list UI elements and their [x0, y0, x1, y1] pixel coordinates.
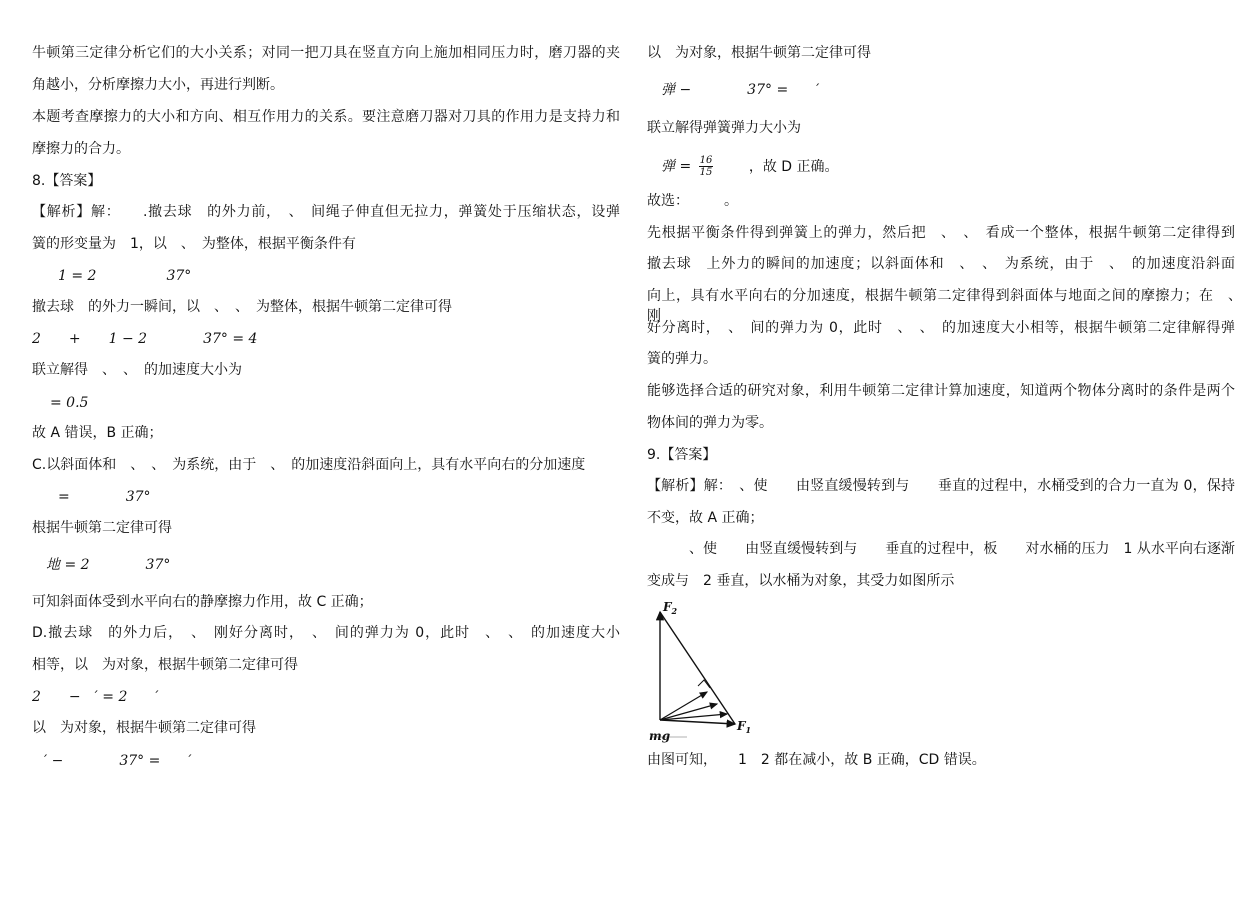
force-arrow-f1 [660, 720, 735, 724]
text-line: 由图可知， 1 2 都在减小，故 B 正确，CD 错误。 [647, 752, 986, 768]
text-line: 撤去球 上外力的瞬间的加速度；以斜面体和 、 、 为系统，由于 、 的加速度沿斜面 [647, 256, 1235, 272]
text-line: 联立解得 、 、 的加速度大小为 [32, 362, 242, 378]
force-diagram [647, 600, 757, 745]
text-line: 以 为对象，根据牛顿第二定律可得 [647, 45, 871, 61]
text-line: 本题考查摩擦力的大小和方向、相互作用力的关系。要注意磨刀器对刀具的作用力是支持力和 [32, 109, 620, 125]
text-line: 能够选择合适的研究对象，利用牛顿第二定律计算加速度，知道两个物体分离时的条件是两个 [647, 383, 1235, 399]
text-line: 变成与 2 垂直，以水桶为对象，其受力如图所示 [647, 573, 955, 589]
equation: 地 = 2 37° [46, 557, 171, 573]
answer-heading-9: 9.【答案】 [647, 447, 717, 463]
answer-heading-8: 8.【答案】 [32, 173, 102, 189]
label-mg: mg [649, 729, 671, 743]
equation: ′ − 37° = ′ [44, 753, 192, 769]
text-line: 相等，以 为对象，根据牛顿第二定律可得 [32, 657, 298, 673]
text-line: 、使 由竖直缓慢转到与 垂直的过程中，板 对水桶的压力 1 从水平向右逐渐 [647, 541, 1235, 557]
text-line: 簧的弹力。 [647, 351, 717, 367]
resultant-hypotenuse [660, 612, 735, 724]
equation: 弹 − 37° = ′ [661, 82, 820, 98]
text-line: 角越小，分析摩擦力大小，再进行判断。 [32, 77, 284, 93]
equation: 2 + 1 − 2 37° = 4 [32, 331, 258, 347]
label-f1: $F_1$ [737, 719, 752, 735]
force-arrow-intermediate [660, 692, 707, 720]
text-line: 联立解得弹簧弹力大小为 [647, 120, 801, 136]
equation-spring-force [661, 155, 839, 181]
text-line: 故 A 错误，B 正确； [32, 425, 163, 441]
text-line: 根据牛顿第二定律可得 [32, 520, 172, 536]
equation: 1 = 2 37° [58, 268, 192, 284]
text-line: 【解析】解： 、使 由竖直缓慢转到与 垂直的过程中，水桶受到的合力一直为 0，保持 [647, 478, 1235, 494]
label-f2: $F_2$ [663, 600, 678, 616]
text-line: 撤去球 的外力一瞬间，以 、 、 为整体，根据牛顿第二定律可得 [32, 299, 452, 315]
text-line: 向上，具有水平向右的分加速度，根据牛顿第二定律得到斜面体与地面之间的摩擦力；在 、 刚 [647, 288, 1249, 324]
text-line: D.撤去球 的外力后， 、 刚好分离时， 、 间的弹力为 0，此时 、 、 的加速度大小 [32, 625, 620, 641]
text-line: 可知斜面体受到水平向右的静摩擦力作用，故 C 正确； [32, 594, 373, 610]
equation-note: ，故 D 正确。 [748, 158, 839, 175]
text-line: 簧的形变量为 1，以 、 为整体，根据平衡条件有 [32, 236, 356, 252]
equation-lhs: 弹 = [661, 158, 692, 175]
equation: = 37° [58, 489, 151, 505]
force-diagram-svg [647, 600, 757, 745]
fraction [699, 155, 714, 178]
fraction-numerator: 16 [699, 155, 713, 166]
text-line: 牛顿第三定律分析它们的大小关系；对同一把刀具在竖直方向上施加相同压力时，磨刀器的夹 [32, 45, 620, 61]
text-line: 故选： 。 [647, 193, 738, 209]
text-line: C.以斜面体和 、 、 为系统，由于 、 的加速度沿斜面向上，具有水平向右的分加速度 [32, 457, 586, 473]
text-line: 摩擦力的合力。 [32, 141, 130, 157]
text-line: 先根据平衡条件得到弹簧上的弹力，然后把 、 、 看成一个整体，根据牛顿第二定律得到 [647, 225, 1235, 241]
equation: 2 − ′ = 2 ′ [32, 689, 159, 705]
equation: = 0.5 [50, 395, 89, 411]
text-line: 以 为对象，根据牛顿第二定律可得 [32, 720, 256, 736]
text-line: 不变，故 A 正确； [647, 510, 764, 526]
text-line: 好分离时， 、 间的弹力为 0，此时 、 、 的加速度大小相等，根据牛顿第二定律解得弹 [647, 320, 1235, 336]
text-line: 【解析】解： .撤去球 的外力前， 、 间绳子伸直但无拉力，弹簧处于压缩状态，设弹 [32, 204, 620, 220]
fraction-denominator: 15 [699, 167, 713, 178]
text-line: 物体间的弹力为零。 [647, 415, 773, 431]
